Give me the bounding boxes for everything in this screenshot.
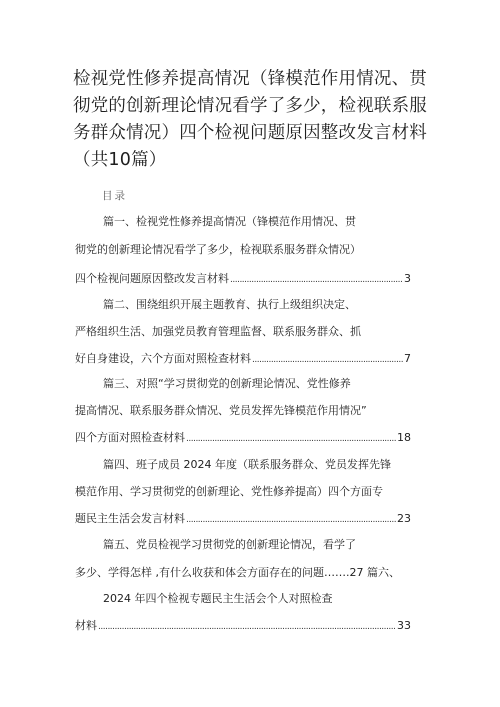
toc-entry-5-line-2[interactable]: 多少、学得怎样 ,有什么收获和体会方面存在的问题…….27 篇六、: [75, 566, 400, 579]
toc-entry-3-line-1[interactable]: 篇三、对照“学习贯彻党的创新理论情况、党性修养: [103, 377, 351, 390]
toc-entry-6-page: 33: [397, 619, 411, 632]
toc-entry-2-line-1[interactable]: 篇二、围绕组织开展主题教育、执行上级组织决定、: [103, 298, 356, 311]
toc-entry-6-line-2-text: 材料: [75, 619, 97, 632]
toc-entry-1-page: 3: [404, 272, 411, 285]
toc-entry-3-page: 18: [397, 431, 411, 444]
toc-entry-4-line-2[interactable]: 模范作用、学习贯彻党的创新理论、党性修养提高）四个方面专: [75, 485, 383, 498]
toc-entry-2-line-3[interactable]: [75, 352, 411, 367]
toc-entry-1-line-3-text: 四个检视问题原因整改发言材料: [75, 272, 229, 285]
toc-entry-4-page: 23: [397, 512, 411, 525]
toc-leader-dots: [186, 432, 396, 446]
toc-entry-4-line-1[interactable]: 篇四、班子成员 2024 年度（联系服务群众、党员发挥先锋: [103, 458, 391, 471]
toc-entry-3-line-3[interactable]: [75, 431, 411, 446]
toc-heading: 目录: [102, 190, 127, 202]
document-title: 检视党性修养提高情况（锋模范作用情况、贯彻党的创新理论情况看学了多少，检视联系服务群众情况）四个检视问题原因整改发言材料（共10篇）: [73, 69, 427, 170]
toc-entry-2-line-3-text: 好自身建设，六个方面对照检查材料: [75, 352, 251, 365]
toc-entry-4-line-3-text: 题民主生活会发言材料: [75, 512, 185, 525]
toc-leader-dots: [186, 513, 396, 527]
toc-leader-dots: [98, 620, 396, 634]
toc-entry-5-line-1[interactable]: 篇五、党员检视学习贯彻党的创新理论情况，看学了: [103, 538, 356, 551]
toc-entry-1-line-2[interactable]: 彻党的创新理论情况看学了多少，检视联系服务群众情况）: [75, 243, 361, 256]
toc-entry-4-line-3[interactable]: [75, 512, 411, 527]
toc-entry-2-page: 7: [404, 352, 411, 365]
toc-leader-dots: [252, 353, 403, 367]
toc-entry-1-line-3[interactable]: [75, 272, 411, 287]
toc-entry-3-line-2[interactable]: 提高情况、联系服务群众情况、党员发挥先锋模范作用情况”: [75, 404, 367, 417]
toc-entry-6-line-1[interactable]: 2024 年四个检视专题民主生活会个人对照检查: [103, 592, 333, 605]
toc-entry-3-line-3-text: 四个方面对照检查材料: [75, 431, 185, 444]
toc-leader-dots: [230, 273, 403, 287]
toc-entry-2-line-2[interactable]: 严格组织生活、加强党员教育管理监督、联系服务群众、抓: [75, 325, 361, 338]
toc-entry-6-line-2[interactable]: [75, 619, 411, 634]
toc-entry-1-line-1[interactable]: 篇一、检视党性修养提高情况（锋模范作用情况、贯: [103, 215, 356, 228]
